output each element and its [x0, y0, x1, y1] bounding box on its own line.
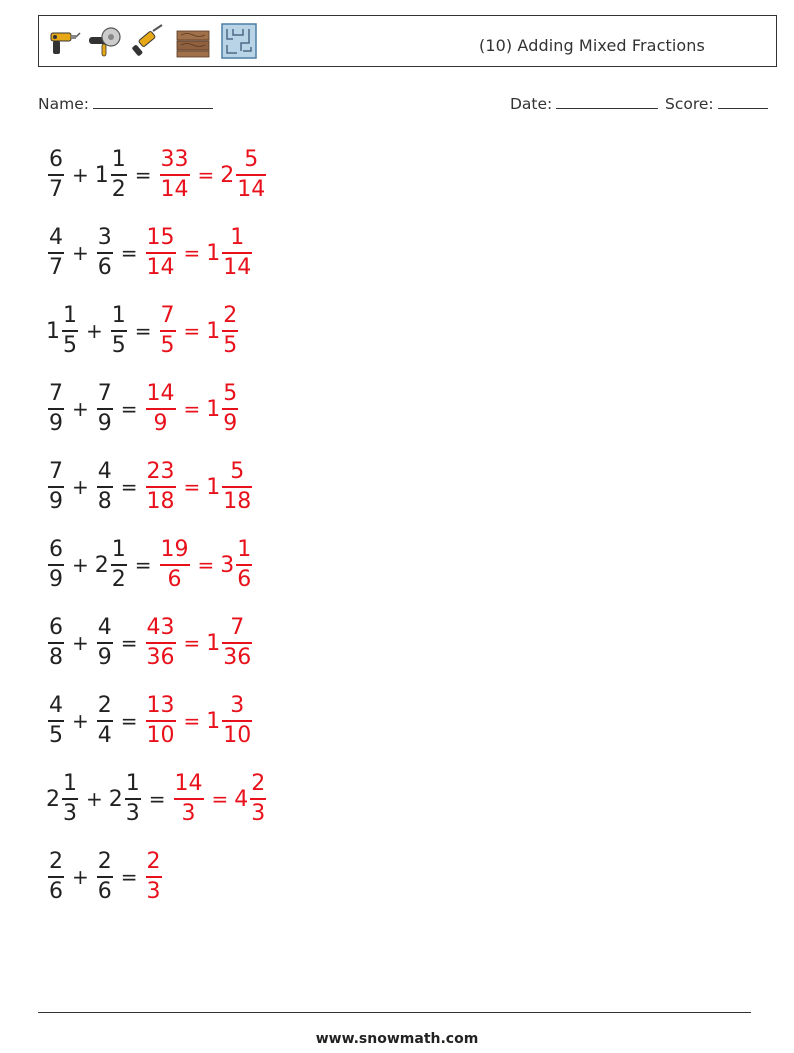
improper-answer-fraction-bar	[160, 330, 176, 332]
problem-row	[46, 379, 240, 439]
name-blank[interactable]	[93, 93, 213, 109]
addend-a-denominator: 7	[49, 176, 63, 202]
hammer-drill-icon	[129, 23, 165, 59]
improper-answer-denominator: 36	[146, 644, 175, 670]
improper-answer-mixed-number	[144, 226, 178, 280]
addend-b-numerator: 1	[111, 303, 126, 329]
addend-a-mixed-number	[46, 616, 66, 670]
addend-b-fraction-bar	[97, 642, 113, 644]
addend-a-numerator: 4	[49, 225, 63, 251]
addend-a-numerator: 6	[49, 537, 63, 563]
plus-sign: +	[72, 397, 89, 421]
improper-answer-fraction	[160, 538, 190, 592]
mixed-answer-fraction-bar	[250, 798, 266, 800]
addend-b-mixed-number	[109, 304, 129, 358]
addend-a-fraction-bar	[62, 798, 78, 800]
problem-row	[46, 613, 254, 673]
angle-grinder-icon	[87, 23, 123, 59]
addend-a-fraction-bar	[48, 408, 64, 410]
addend-a-mixed-number	[46, 694, 66, 748]
addend-b-denominator: 9	[97, 410, 112, 436]
addend-b-fraction-bar	[97, 720, 113, 722]
improper-answer-denominator: 10	[146, 722, 175, 748]
addend-a-fraction	[48, 538, 64, 592]
date-field	[510, 93, 658, 113]
addend-a-mixed-number	[46, 460, 66, 514]
improper-answer-fraction	[174, 772, 204, 826]
plus-sign: +	[86, 787, 103, 811]
improper-answer-numerator: 33	[160, 147, 189, 173]
mixed-answer-whole: 1	[206, 708, 221, 734]
name-field	[38, 93, 213, 113]
addend-a-numerator: 2	[49, 849, 63, 875]
footer-divider	[38, 1012, 751, 1013]
answer	[144, 850, 164, 904]
improper-answer-fraction-bar	[146, 720, 176, 722]
mixed-answer-fraction	[222, 382, 238, 436]
addend-b-fraction-bar	[97, 252, 113, 254]
footer-website: www.snowmath.com	[315, 1031, 479, 1047]
addend-b-mixed-number	[95, 538, 129, 592]
addend-a-mixed-number	[46, 382, 66, 436]
addend-b-fraction	[97, 694, 113, 748]
improper-answer-numerator: 43	[146, 615, 175, 641]
addend-b-fraction	[111, 148, 127, 202]
worksheet-title: (10) Adding Mixed Fractions	[479, 36, 705, 55]
addend-a-fraction-bar	[62, 330, 78, 332]
improper-answer-fraction	[146, 460, 176, 514]
improper-answer-mixed-number	[158, 148, 192, 202]
addend-b-denominator: 2	[111, 566, 126, 592]
addend-a-numerator: 6	[49, 615, 63, 641]
addend-a-denominator: 7	[49, 254, 63, 280]
addend-a-denominator: 3	[63, 800, 77, 826]
addend-b-denominator: 8	[97, 488, 112, 514]
mixed-answer-mixed-number	[206, 694, 254, 748]
improper-answer-fraction-bar	[146, 486, 176, 488]
equals-sign: =	[120, 241, 138, 265]
improper-answer-numerator: 13	[146, 693, 175, 719]
mixed-answer-denominator: 14	[223, 254, 252, 280]
name-label: Name:	[38, 95, 89, 113]
equals-sign: =	[148, 787, 166, 811]
mixed-answer-denominator: 3	[251, 800, 266, 826]
addend-b-denominator: 5	[111, 332, 126, 358]
addend-a-mixed-number	[46, 772, 80, 826]
addend-b-denominator: 9	[97, 644, 112, 670]
improper-answer-mixed-number	[172, 772, 206, 826]
mixed-answer-whole: 1	[206, 474, 221, 500]
improper-answer-numerator: 2	[146, 849, 161, 875]
addend-b-fraction-bar	[97, 486, 113, 488]
improper-answer-numerator: 14	[174, 771, 203, 797]
improper-answer-denominator: 3	[181, 800, 196, 826]
answer-equals-sign: =	[183, 319, 201, 343]
mixed-answer-numerator: 2	[223, 303, 238, 329]
improper-answer-mixed-number	[158, 538, 192, 592]
mixed-answer-denominator: 36	[223, 644, 252, 670]
mixed-answer-fraction-bar	[222, 486, 252, 488]
addend-b-numerator: 1	[111, 147, 126, 173]
addend-b-whole: 2	[108, 786, 123, 812]
addend-b-whole: 1	[94, 162, 109, 188]
answer	[158, 304, 241, 358]
answer-equals-sign: =	[211, 787, 229, 811]
improper-answer-denominator: 14	[146, 254, 175, 280]
problem-row	[46, 223, 254, 283]
date-blank[interactable]	[556, 93, 658, 109]
improper-answer-fraction	[146, 850, 162, 904]
improper-answer-fraction-bar	[146, 252, 176, 254]
addend-b-denominator: 2	[111, 176, 126, 202]
mixed-answer-fraction-bar	[222, 408, 238, 410]
addend-b-mixed-number	[95, 616, 115, 670]
addend-b-fraction-bar	[111, 174, 127, 176]
addend-b-fraction	[97, 616, 113, 670]
improper-answer-fraction-bar	[146, 408, 176, 410]
improper-answer-numerator: 15	[146, 225, 175, 251]
equals-sign: =	[134, 553, 152, 577]
plus-sign: +	[72, 709, 89, 733]
mixed-answer-denominator: 10	[223, 722, 252, 748]
addend-a-fraction	[48, 382, 64, 436]
mixed-answer-fraction	[250, 772, 266, 826]
mixed-answer-mixed-number	[206, 226, 254, 280]
mixed-answer-fraction	[222, 304, 238, 358]
improper-answer-fraction-bar	[160, 564, 190, 566]
answer	[144, 226, 255, 280]
mixed-answer-whole: 1	[206, 318, 221, 344]
improper-answer-denominator: 18	[146, 488, 175, 514]
mixed-answer-numerator: 5	[230, 459, 245, 485]
addend-a-fraction-bar	[48, 876, 64, 878]
improper-answer-denominator: 6	[167, 566, 182, 592]
improper-answer-fraction	[146, 382, 176, 436]
answer-equals-sign: =	[183, 631, 201, 655]
plus-sign: +	[72, 631, 89, 655]
mixed-answer-whole: 2	[220, 162, 235, 188]
addend-a-denominator: 9	[49, 410, 63, 436]
equals-sign: =	[120, 475, 138, 499]
plus-sign: +	[86, 319, 103, 343]
answer-equals-sign: =	[183, 241, 201, 265]
improper-answer-numerator: 7	[160, 303, 175, 329]
mixed-answer-fraction-bar	[222, 642, 252, 644]
answer	[144, 460, 255, 514]
improper-answer-denominator: 9	[153, 410, 168, 436]
improper-answer-denominator: 14	[160, 176, 189, 202]
answer-equals-sign: =	[197, 163, 215, 187]
addend-a-numerator: 7	[49, 381, 63, 407]
improper-answer-fraction	[146, 226, 176, 280]
addend-b-fraction-bar	[97, 876, 113, 878]
score-blank[interactable]	[718, 93, 768, 109]
addend-b-fraction-bar	[97, 408, 113, 410]
addend-b-mixed-number	[95, 382, 115, 436]
addend-b-denominator: 4	[97, 722, 112, 748]
mixed-answer-mixed-number	[206, 616, 254, 670]
problem-row	[46, 457, 254, 517]
mixed-answer-denominator: 6	[237, 566, 252, 592]
mixed-answer-fraction-bar	[222, 252, 252, 254]
problem-row	[46, 691, 254, 751]
addend-b-whole: 2	[94, 552, 109, 578]
addend-a-numerator: 6	[49, 147, 63, 173]
answer	[144, 382, 241, 436]
plus-sign: +	[72, 475, 89, 499]
addend-b-mixed-number	[95, 694, 115, 748]
mixed-answer-whole: 3	[220, 552, 235, 578]
addend-b-denominator: 6	[97, 878, 112, 904]
addend-b-numerator: 3	[97, 225, 112, 251]
mixed-answer-numerator: 1	[237, 537, 252, 563]
improper-answer-fraction	[160, 304, 176, 358]
mixed-answer-denominator: 14	[237, 176, 266, 202]
addend-b-numerator: 1	[125, 771, 140, 797]
plus-sign: +	[72, 553, 89, 577]
addend-b-fraction	[111, 538, 127, 592]
improper-answer-fraction	[146, 616, 176, 670]
mixed-answer-denominator: 5	[223, 332, 238, 358]
mixed-answer-numerator: 7	[230, 615, 245, 641]
improper-answer-mixed-number	[158, 304, 178, 358]
addend-b-denominator: 6	[97, 254, 112, 280]
mixed-answer-mixed-number	[220, 148, 268, 202]
date-label: Date:	[510, 95, 553, 113]
mixed-answer-numerator: 3	[230, 693, 245, 719]
addend-b-mixed-number	[109, 772, 143, 826]
addend-a-mixed-number	[46, 538, 66, 592]
answer	[158, 538, 255, 592]
plus-sign: +	[72, 865, 89, 889]
mixed-answer-numerator: 2	[251, 771, 266, 797]
equals-sign: =	[120, 709, 138, 733]
addend-a-fraction	[62, 304, 78, 358]
plus-sign: +	[72, 241, 89, 265]
addend-a-fraction-bar	[48, 174, 64, 176]
addend-b-numerator: 4	[97, 615, 112, 641]
addend-b-numerator: 7	[97, 381, 112, 407]
addend-b-fraction	[111, 304, 127, 358]
mixed-answer-fraction-bar	[236, 564, 252, 566]
mixed-answer-mixed-number	[234, 772, 268, 826]
answer-equals-sign: =	[183, 709, 201, 733]
improper-answer-fraction-bar	[146, 642, 176, 644]
mixed-answer-mixed-number	[220, 538, 254, 592]
addend-a-fraction-bar	[48, 486, 64, 488]
addend-a-denominator: 9	[49, 566, 63, 592]
addend-b-mixed-number	[95, 148, 129, 202]
mixed-answer-fraction	[222, 226, 252, 280]
mixed-answer-numerator: 5	[223, 381, 238, 407]
addend-a-denominator: 5	[49, 722, 63, 748]
improper-answer-mixed-number	[144, 850, 164, 904]
addend-b-numerator: 2	[97, 693, 112, 719]
addend-a-denominator: 5	[63, 332, 77, 358]
answer-equals-sign: =	[183, 475, 201, 499]
improper-answer-fraction-bar	[146, 876, 162, 878]
addend-a-fraction	[48, 850, 64, 904]
improper-answer-denominator: 3	[146, 878, 161, 904]
answer	[158, 148, 269, 202]
addend-a-mixed-number	[46, 850, 66, 904]
problem-row	[46, 769, 268, 829]
drill-icon	[45, 23, 81, 59]
improper-answer-numerator: 23	[146, 459, 175, 485]
addend-b-mixed-number	[95, 460, 115, 514]
addend-b-fraction	[125, 772, 141, 826]
improper-answer-mixed-number	[144, 616, 178, 670]
addend-a-fraction-bar	[48, 720, 64, 722]
addend-a-fraction-bar	[48, 564, 64, 566]
addend-b-fraction-bar	[125, 798, 141, 800]
addend-a-numerator: 1	[63, 303, 77, 329]
addend-a-whole: 1	[46, 318, 60, 344]
addend-b-numerator: 4	[97, 459, 112, 485]
addend-a-whole: 2	[46, 786, 60, 812]
mixed-answer-fraction-bar	[236, 174, 266, 176]
addend-a-fraction	[48, 226, 64, 280]
addend-b-denominator: 3	[125, 800, 140, 826]
plus-sign: +	[72, 163, 89, 187]
addend-a-numerator: 7	[49, 459, 63, 485]
equals-sign: =	[120, 631, 138, 655]
answer-equals-sign: =	[183, 397, 201, 421]
addend-a-fraction	[48, 148, 64, 202]
mixed-answer-mixed-number	[206, 382, 240, 436]
mixed-answer-fraction-bar	[222, 330, 238, 332]
equals-sign: =	[120, 397, 138, 421]
mixed-answer-whole: 1	[206, 240, 221, 266]
equals-sign: =	[134, 319, 152, 343]
addend-a-numerator: 4	[49, 693, 63, 719]
mixed-answer-numerator: 5	[244, 147, 259, 173]
addend-a-fraction	[48, 616, 64, 670]
problem-row	[46, 145, 268, 205]
addend-a-denominator: 8	[49, 644, 63, 670]
addend-a-fraction	[62, 772, 78, 826]
improper-answer-fraction-bar	[174, 798, 204, 800]
addend-b-fraction	[97, 460, 113, 514]
worksheet-header	[38, 15, 777, 67]
addend-b-fraction-bar	[111, 564, 127, 566]
improper-answer-fraction	[146, 694, 176, 748]
equals-sign: =	[134, 163, 152, 187]
addend-b-numerator: 2	[97, 849, 112, 875]
addend-a-fraction-bar	[48, 642, 64, 644]
addend-a-fraction	[48, 460, 64, 514]
addend-a-mixed-number	[46, 226, 66, 280]
mixed-answer-fraction	[236, 148, 266, 202]
addend-b-fraction	[97, 382, 113, 436]
mixed-answer-mixed-number	[206, 304, 240, 358]
mixed-answer-denominator: 18	[223, 488, 252, 514]
addend-b-fraction	[97, 850, 113, 904]
addend-a-mixed-number	[46, 148, 66, 202]
addend-b-numerator: 1	[111, 537, 126, 563]
mixed-answer-fraction	[222, 694, 252, 748]
answer	[172, 772, 269, 826]
improper-answer-mixed-number	[144, 382, 178, 436]
mixed-answer-mixed-number	[206, 460, 254, 514]
problem-row	[46, 847, 164, 907]
mixed-answer-fraction-bar	[222, 720, 252, 722]
improper-answer-numerator: 19	[160, 537, 189, 563]
wood-planks-icon	[171, 23, 215, 59]
answer	[144, 616, 255, 670]
problem-row	[46, 535, 254, 595]
maze-icon	[221, 23, 257, 59]
mixed-answer-denominator: 9	[223, 410, 238, 436]
mixed-answer-whole: 1	[206, 396, 221, 422]
addend-a-fraction-bar	[48, 252, 64, 254]
addend-b-fraction	[97, 226, 113, 280]
equals-sign: =	[120, 865, 138, 889]
mixed-answer-fraction	[222, 616, 252, 670]
addend-b-fraction-bar	[111, 330, 127, 332]
mixed-answer-fraction	[236, 538, 252, 592]
addend-a-denominator: 6	[49, 878, 63, 904]
improper-answer-mixed-number	[144, 694, 178, 748]
answer	[144, 694, 255, 748]
problem-row	[46, 301, 240, 361]
improper-answer-denominator: 5	[160, 332, 175, 358]
score-label: Score:	[665, 95, 714, 113]
addend-b-mixed-number	[95, 226, 115, 280]
mixed-answer-fraction	[222, 460, 252, 514]
header-icons	[45, 23, 257, 59]
improper-answer-numerator: 14	[146, 381, 175, 407]
improper-answer-mixed-number	[144, 460, 178, 514]
mixed-answer-whole: 4	[234, 786, 249, 812]
mixed-answer-whole: 1	[206, 630, 221, 656]
addend-b-mixed-number	[95, 850, 115, 904]
improper-answer-fraction-bar	[160, 174, 190, 176]
improper-answer-fraction	[160, 148, 190, 202]
addend-a-denominator: 9	[49, 488, 63, 514]
addend-a-numerator: 1	[63, 771, 77, 797]
addend-a-mixed-number	[46, 304, 80, 358]
mixed-answer-numerator: 1	[230, 225, 245, 251]
addend-a-fraction	[48, 694, 64, 748]
answer-equals-sign: =	[197, 553, 215, 577]
score-field	[665, 93, 768, 113]
